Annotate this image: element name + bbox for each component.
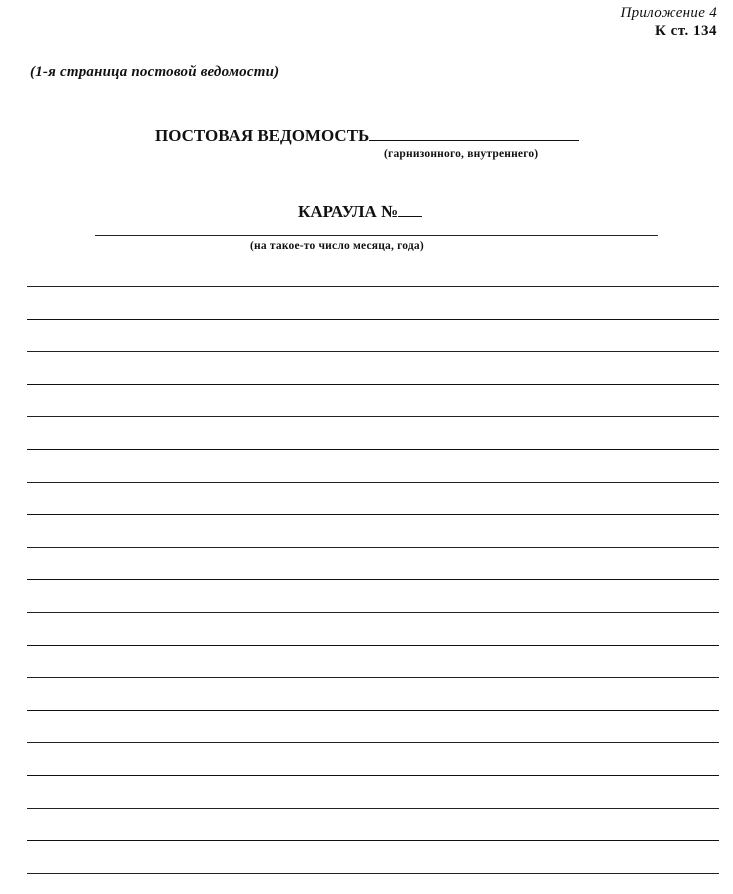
ruled-line[interactable] xyxy=(27,547,719,548)
ruled-line[interactable] xyxy=(27,873,719,874)
date-hint: (на такое-то число месяца, года) xyxy=(250,240,424,252)
page-note: (1-я страница постовой ведомости) xyxy=(30,64,280,80)
ruled-line[interactable] xyxy=(27,514,719,515)
appendix-label: Приложение 4 xyxy=(620,5,717,21)
ruled-line[interactable] xyxy=(27,710,719,711)
date-blank-line[interactable] xyxy=(95,235,658,236)
guard-title-text: КАРАУЛА № xyxy=(298,202,399,221)
ruled-line[interactable] xyxy=(27,579,719,580)
ruled-line[interactable] xyxy=(27,286,719,287)
ruled-line[interactable] xyxy=(27,840,719,841)
ruled-line[interactable] xyxy=(27,384,719,385)
appendix-header xyxy=(620,4,717,40)
guard-number-blank[interactable] xyxy=(398,202,422,217)
appendix-reference: К ст. 134 xyxy=(654,23,717,39)
ruled-line[interactable] xyxy=(27,351,719,352)
ruled-line[interactable] xyxy=(27,742,719,743)
guard-title xyxy=(298,202,422,222)
document-title xyxy=(155,124,579,146)
garrison-type-hint: (гарнизонного, внутреннего) xyxy=(384,148,539,160)
ruled-line[interactable] xyxy=(27,775,719,776)
ruled-line[interactable] xyxy=(27,612,719,613)
ruled-line[interactable] xyxy=(27,808,719,809)
garrison-type-blank[interactable] xyxy=(369,124,579,141)
ruled-line[interactable] xyxy=(27,645,719,646)
ruled-line[interactable] xyxy=(27,416,719,417)
ruled-line[interactable] xyxy=(27,677,719,678)
document-title-text: ПОСТОВАЯ ВЕДОМОСТЬ xyxy=(155,126,370,145)
ruled-line[interactable] xyxy=(27,482,719,483)
ruled-line[interactable] xyxy=(27,319,719,320)
ruled-line[interactable] xyxy=(27,449,719,450)
